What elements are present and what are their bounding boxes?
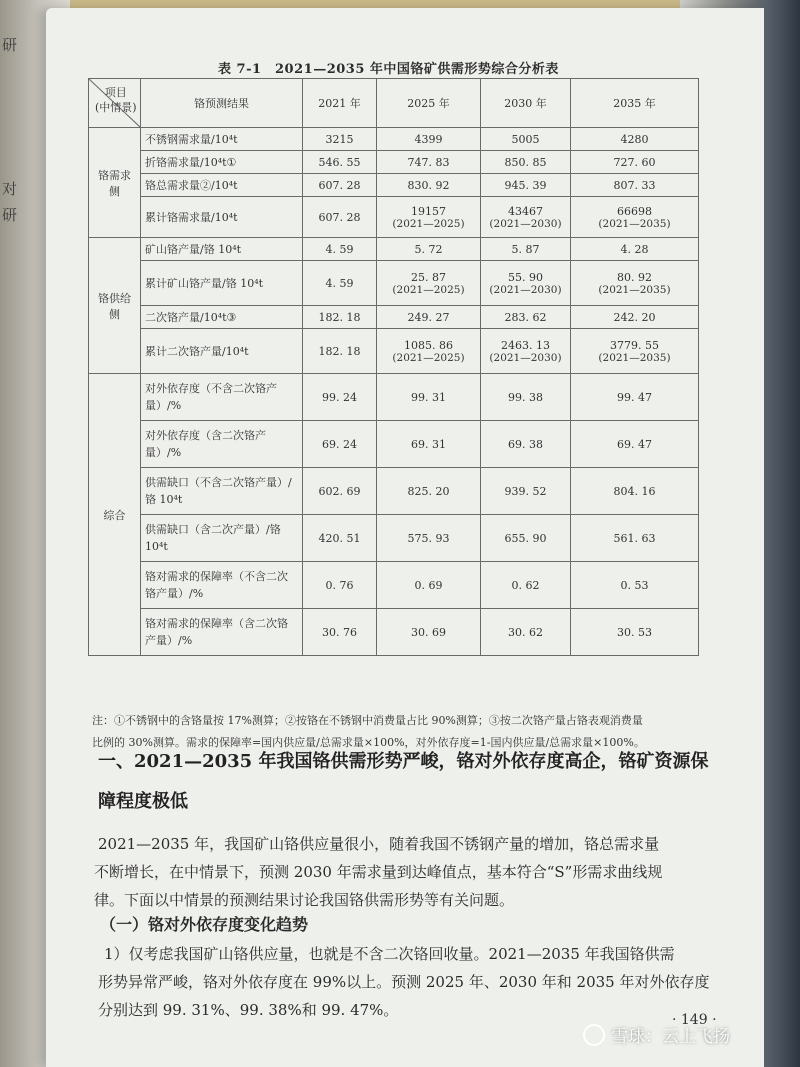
header-year: 2030 年 [481, 79, 571, 128]
value-cell [481, 562, 571, 609]
value-cell [571, 609, 699, 656]
row-item-label: 累计铬需求量/10⁴t [141, 197, 303, 238]
value-cell [377, 374, 481, 421]
table-row [89, 128, 699, 151]
value-cell [571, 374, 699, 421]
cell-value: 25. 87 [411, 270, 446, 284]
cell-value: 939. 52 [504, 484, 547, 498]
cell-value: 0. 53 [620, 578, 649, 592]
value-cell [481, 515, 571, 562]
value-cell [303, 197, 377, 238]
row-item-label: 供需缺口（含二次产量）/铬 10⁴t [141, 515, 303, 562]
value-cell [571, 151, 699, 174]
cell-period: (2021—2035) [598, 217, 671, 230]
cell-value: 43467 [508, 204, 543, 218]
note-line: 比例的 30%测算。需求的保障率=国内供应量/总需求量×100%，对外依存度=1-国内供应量/总需求量×100%。 [92, 736, 645, 749]
cell-period: (2021—2035) [598, 351, 671, 364]
header-year: 2025 年 [377, 79, 481, 128]
cell-value: 420. 51 [318, 531, 361, 545]
value-cell [303, 421, 377, 468]
cell-period: (2021—2030) [489, 283, 562, 296]
cell-period: (2021—2025) [392, 283, 465, 296]
cell-value: 3215 [325, 132, 354, 146]
corner-top-label: 项目 [104, 86, 127, 99]
table-row [89, 421, 699, 468]
corner-header [89, 79, 141, 128]
row-item-label: 对外依存度（含二次铬产量）/% [141, 421, 303, 468]
value-cell [571, 421, 699, 468]
value-cell [481, 374, 571, 421]
cell-value: 19157 [411, 204, 446, 218]
paragraph-line: 分别达到 99. 31%、99. 38%和 99. 47%。 [98, 1001, 399, 1019]
cell-value: 4280 [620, 132, 649, 146]
row-item-label: 不锈钢需求量/10⁴t [141, 128, 303, 151]
value-cell [571, 306, 699, 329]
watermark [583, 1022, 730, 1047]
row-item-label: 累计矿山铬产量/铬 10⁴t [141, 261, 303, 306]
row-item-label: 矿山铬产量/铬 10⁴t [141, 238, 303, 261]
value-cell [481, 261, 571, 306]
left-page-text: 研 [2, 206, 18, 224]
cell-value: 2463. 13 [501, 338, 550, 352]
value-cell [377, 174, 481, 197]
row-item-label: 铬总需求量②/10⁴t [141, 174, 303, 197]
row-item-label: 铬对需求的保障率（含二次铬产量）/% [141, 609, 303, 656]
cell-value: 727. 60 [613, 155, 656, 169]
row-item-label: 折铬需求量/10⁴t① [141, 151, 303, 174]
value-cell [303, 562, 377, 609]
cell-value: 4. 28 [620, 242, 649, 256]
value-cell [377, 306, 481, 329]
cell-value: 4. 59 [325, 242, 354, 256]
cell-value: 66698 [617, 204, 652, 218]
row-item-label: 二次铬产量/10⁴t③ [141, 306, 303, 329]
table-row [89, 515, 699, 562]
table-row [89, 238, 699, 261]
value-cell [377, 562, 481, 609]
cell-value: 69. 31 [411, 437, 446, 451]
cell-value: 607. 28 [318, 210, 361, 224]
table-row [89, 562, 699, 609]
corner-bottom-label: (中情景) [95, 101, 137, 114]
table-row [89, 261, 699, 306]
paragraph-line: 不断增长，在中情景下，预测 2030 年需求量到达峰值点，基本符合“S”形需求曲线规 [94, 863, 663, 881]
value-cell [377, 329, 481, 374]
cell-value: 4. 59 [325, 276, 354, 290]
value-cell [481, 197, 571, 238]
cell-value: 804. 16 [613, 484, 656, 498]
value-cell [377, 128, 481, 151]
value-cell [303, 306, 377, 329]
value-cell [377, 515, 481, 562]
cell-value: 607. 28 [318, 178, 361, 192]
value-cell [303, 174, 377, 197]
cell-value: 850. 85 [504, 155, 547, 169]
table-row [89, 374, 699, 421]
value-cell [571, 562, 699, 609]
value-cell [481, 421, 571, 468]
cell-value: 546. 55 [318, 155, 361, 169]
left-page-text: 研 [2, 36, 18, 54]
left-page-text: 对 [2, 180, 18, 198]
cell-value: 4399 [414, 132, 443, 146]
cell-value: 945. 39 [504, 178, 547, 192]
value-cell [303, 329, 377, 374]
cell-value: 99. 47 [617, 390, 652, 404]
table-row [89, 468, 699, 515]
cell-value: 80. 92 [617, 270, 652, 284]
table-row [89, 329, 699, 374]
header-year: 2021 年 [303, 79, 377, 128]
cell-period: (2021—2035) [598, 283, 671, 296]
value-cell [303, 151, 377, 174]
row-item-label: 供需缺口（不含二次铬产量）/铬 10⁴t [141, 468, 303, 515]
value-cell [571, 261, 699, 306]
page-number: · 149 · [672, 1012, 717, 1028]
cell-value: 5005 [511, 132, 540, 146]
value-cell [571, 174, 699, 197]
table-header-row [89, 79, 699, 128]
cell-period: (2021—2030) [489, 351, 562, 364]
row-item-label: 累计二次铬产量/10⁴t [141, 329, 303, 374]
cell-value: 30. 69 [411, 625, 446, 639]
value-cell [377, 261, 481, 306]
cell-value: 602. 69 [318, 484, 361, 498]
cell-value: 182. 18 [318, 344, 361, 358]
cell-value: 655. 90 [504, 531, 547, 545]
value-cell [481, 329, 571, 374]
note-line: 注：①不锈钢中的含铬量按 17%测算；②按铬在不锈钢中消费量占比 90%测算；③按二次铬产量占铬表观消费量 [92, 714, 643, 727]
cell-value: 242. 20 [613, 310, 656, 324]
table-row [89, 306, 699, 329]
table-row [89, 174, 699, 197]
value-cell [377, 197, 481, 238]
value-cell [481, 128, 571, 151]
cell-value: 825. 20 [407, 484, 450, 498]
value-cell [303, 374, 377, 421]
value-cell [303, 515, 377, 562]
value-cell [481, 468, 571, 515]
row-item-label: 铬对需求的保障率（不含二次铬产量）/% [141, 562, 303, 609]
section-heading [98, 742, 718, 822]
value-cell [571, 468, 699, 515]
value-cell [571, 197, 699, 238]
paragraph-1 [94, 830, 718, 914]
value-cell [377, 238, 481, 261]
cell-value: 0. 62 [511, 578, 540, 592]
cell-value: 747. 83 [407, 155, 450, 169]
value-cell [481, 174, 571, 197]
cell-period: (2021—2025) [392, 217, 465, 230]
value-cell [377, 151, 481, 174]
group-label: 铬需求侧 [89, 128, 141, 238]
cell-value: 182. 18 [318, 310, 361, 324]
table-row [89, 197, 699, 238]
paragraph-line: 2021—2035 年，我国矿山铬供应量很小，随着我国不锈钢产量的增加，铬总需求量 [98, 835, 660, 853]
cell-value: 55. 90 [508, 270, 543, 284]
value-cell [481, 238, 571, 261]
table-row [89, 609, 699, 656]
cell-value: 99. 24 [322, 390, 357, 404]
cell-value: 5. 72 [414, 242, 443, 256]
value-cell [571, 128, 699, 151]
cell-value: 807. 33 [613, 178, 656, 192]
cell-value: 5. 87 [511, 242, 540, 256]
cell-value: 830. 92 [407, 178, 450, 192]
section-heading-line: 一、2021—2035 年我国铬供需形势严峻，铬对外依存度高企，铬矿资源保 [98, 751, 709, 772]
row-item-label: 对外依存度（不含二次铬产量）/% [141, 374, 303, 421]
section-heading-line: 障程度极低 [98, 791, 188, 812]
value-cell [303, 609, 377, 656]
paragraph-line: 律。下面以中情景的预测结果讨论我国铬供需形势等有关问题。 [94, 891, 515, 909]
group-label: 铬供给侧 [89, 238, 141, 374]
paragraph-line: 1）仅考虑我国矿山铬供应量，也就是不含二次铬回收量。2021—2035 年我国铬供需 [104, 945, 675, 963]
value-cell [377, 609, 481, 656]
chromium-analysis-table [88, 78, 699, 656]
cell-value: 30. 53 [617, 625, 652, 639]
cell-period: (2021—2030) [489, 217, 562, 230]
cell-value: 99. 38 [508, 390, 543, 404]
value-cell [571, 238, 699, 261]
cell-value: 69. 47 [617, 437, 652, 451]
value-cell [571, 329, 699, 374]
cell-value: 0. 76 [325, 578, 354, 592]
paragraph-2 [98, 940, 724, 1024]
cell-value: 561. 63 [613, 531, 656, 545]
watermark-text: 雪球：云上飞扬 [611, 1027, 730, 1047]
table-row [89, 151, 699, 174]
cell-value: 283. 62 [504, 310, 547, 324]
cell-value: 30. 76 [322, 625, 357, 639]
table-title: 表 7-1 2021—2035 年中国铬矿供需形势综合分析表 [218, 62, 559, 77]
cell-value: 99. 31 [411, 390, 446, 404]
cell-value: 575. 93 [407, 531, 450, 545]
header-year: 2035 年 [571, 79, 699, 128]
subheading: （一）铬对外依存度变化趋势 [100, 915, 309, 934]
value-cell [303, 468, 377, 515]
snowball-logo-icon [583, 1024, 605, 1046]
cell-value: 249. 27 [407, 310, 450, 324]
cell-period: (2021—2025) [392, 351, 465, 364]
value-cell [481, 306, 571, 329]
cell-value: 69. 38 [508, 437, 543, 451]
value-cell [481, 609, 571, 656]
cell-value: 1085. 86 [404, 338, 453, 352]
value-cell [377, 468, 481, 515]
cell-value: 69. 24 [322, 437, 357, 451]
cell-value: 0. 69 [414, 578, 443, 592]
value-cell [303, 238, 377, 261]
corner-labels [95, 85, 137, 115]
value-cell [303, 261, 377, 306]
group-label: 综合 [89, 374, 141, 656]
value-cell [481, 151, 571, 174]
value-cell [377, 421, 481, 468]
cell-value: 30. 62 [508, 625, 543, 639]
header-result: 铬预测结果 [141, 79, 303, 128]
paragraph-line: 形势异常严峻，铬对外依存度在 99%以上。预测 2025 年、2030 年和 2035 年对外依存度 [98, 973, 710, 991]
cell-value: 3779. 55 [610, 338, 659, 352]
value-cell [303, 128, 377, 151]
value-cell [571, 515, 699, 562]
